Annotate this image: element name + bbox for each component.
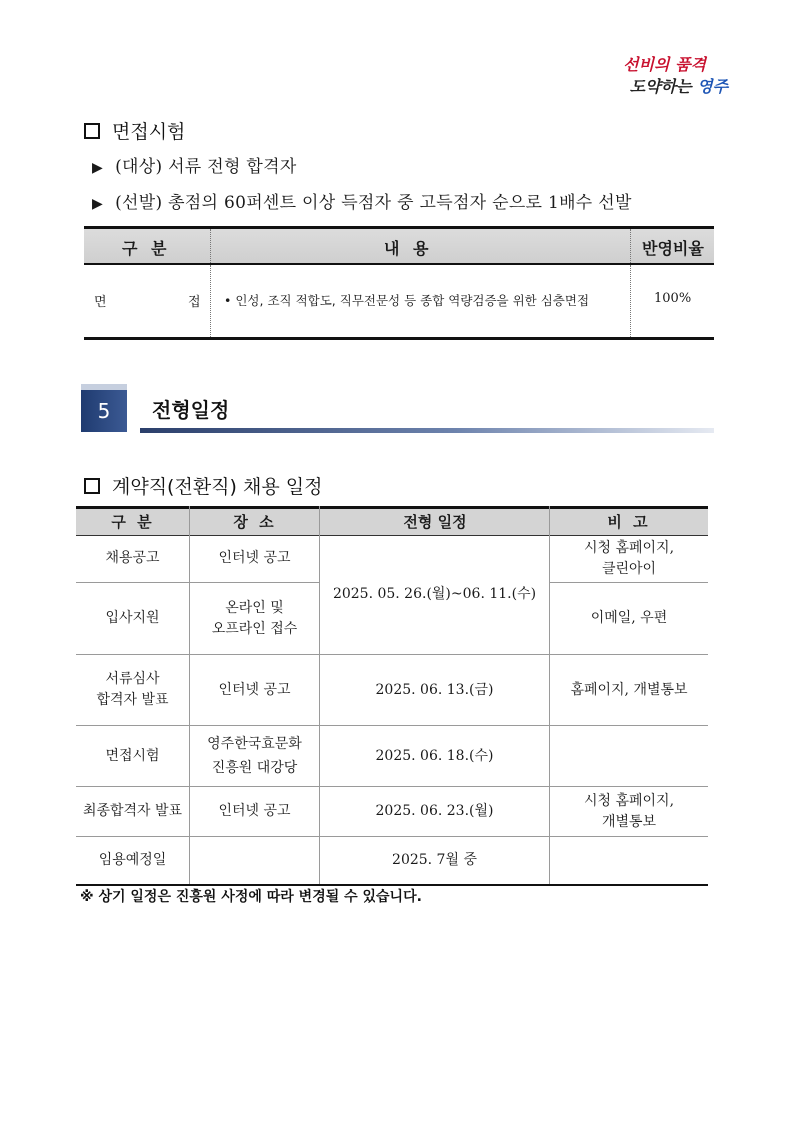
interview-table [84,226,714,340]
checkbox-square-icon [84,123,100,139]
table-row-6-note [550,837,708,884]
interview-bullet-2 [92,188,632,213]
table-row-5-category: 최종합격자 발표 [82,803,183,819]
table-row-2-note: 이메일, 우편 [590,610,668,626]
place-line-2: 진흥원 대강당 [211,760,298,776]
note-line-2: 클린아이 [601,560,657,577]
table-row-6-date: 2025. 7월 중 [392,852,477,868]
section-number-badge: 5 [81,390,127,432]
logo-line-1: 선비의 품격 [623,55,706,74]
table-row-4-category: 면접시험 [105,747,160,764]
note-line-1: 시청 홈페이지, [583,539,675,556]
header-category: 구 분 [122,239,171,258]
table-row-2-place [190,583,319,654]
schedule-header-date: 전형 일정 [403,512,467,531]
interview-bullet-1 [92,152,297,177]
table-row-3-date: 2025. 06. 13.(금) [375,681,494,698]
table-row-2-category: 입사지원 [105,610,160,626]
table-row-5-date: 2025. 06. 23.(월) [375,803,494,819]
table-merged-date: 2025. 05. 26.(월)~06. 11.(수) [332,586,537,602]
table-row-3-category [76,655,189,725]
section-title: 전형일정 [152,398,230,422]
checkbox-square-icon [84,478,100,494]
schedule-heading [84,472,322,499]
table-row-6-category: 임용예정일 [98,852,167,868]
bullet-text: (대상) 서류 전형 합격자 [115,157,297,177]
category-line-2: 합격자 발표 [96,692,169,708]
interview-table-header [84,229,714,265]
logo-line-2b: 영주 [697,77,728,96]
place-line-2: 오프라인 접수 [211,620,298,637]
triangle-bullet-icon: ▶ [92,160,104,176]
table-row-5-note [550,787,708,836]
table-row-3-place: 인터넷 공고 [218,681,291,698]
table-row-1-category: 채용공고 [105,550,160,566]
schedule-table [76,506,708,886]
schedule-heading-text: 계약직(전환직) 채용 일정 [112,476,323,498]
row-content: • 인성, 조직 적합도, 직무전문성 등 종합 역량검증을 위한 심층면접 [224,293,590,308]
triangle-bullet-icon: ▶ [92,196,104,212]
bullet-text: (선발) 총점의 60퍼센트 이상 득점자 중 고득점자 순으로 1배수 선발 [115,193,632,213]
schedule-footnote: ※ 상기 일정은 진흥원 사정에 따라 변경될 수 있습니다. [80,889,422,905]
note-line-1: 시청 홈페이지, [583,792,675,809]
row-category-b: 접 [188,295,201,310]
table-row-5-place: 인터넷 공고 [218,803,291,819]
table-row-4-place [190,726,319,786]
schedule-header-place: 장 소 [233,512,277,531]
table-row-6-place [190,837,319,884]
table-row-1-note [550,535,708,582]
schedule-header-note: 비 고 [607,512,651,531]
row-category-a: 면 [94,295,107,310]
interview-table-row [84,265,714,340]
place-line-1: 영주한국효문화 [207,736,302,752]
table-row-4-date: 2025. 06. 18.(수) [375,747,494,764]
section-underline [140,428,714,433]
interview-heading-text: 면접시험 [112,121,186,143]
header-ratio: 반영비율 [642,239,704,258]
logo-line-2a: 도약하는 [629,77,692,96]
table-row-1-place: 인터넷 공고 [218,550,291,566]
table-row-3-note: 홈페이지, 개별통보 [570,681,688,698]
schedule-header-category: 구 분 [111,512,155,531]
table-row-4-note [550,726,708,786]
interview-heading [84,117,185,144]
note-line-2: 개별통보 [601,813,657,830]
city-slogan-logo [612,52,732,100]
place-line-1: 온라인 및 [225,599,284,616]
category-line-1: 서류심사 [105,671,160,687]
header-content: 내 용 [384,239,433,258]
row-ratio: 100% [654,291,692,306]
